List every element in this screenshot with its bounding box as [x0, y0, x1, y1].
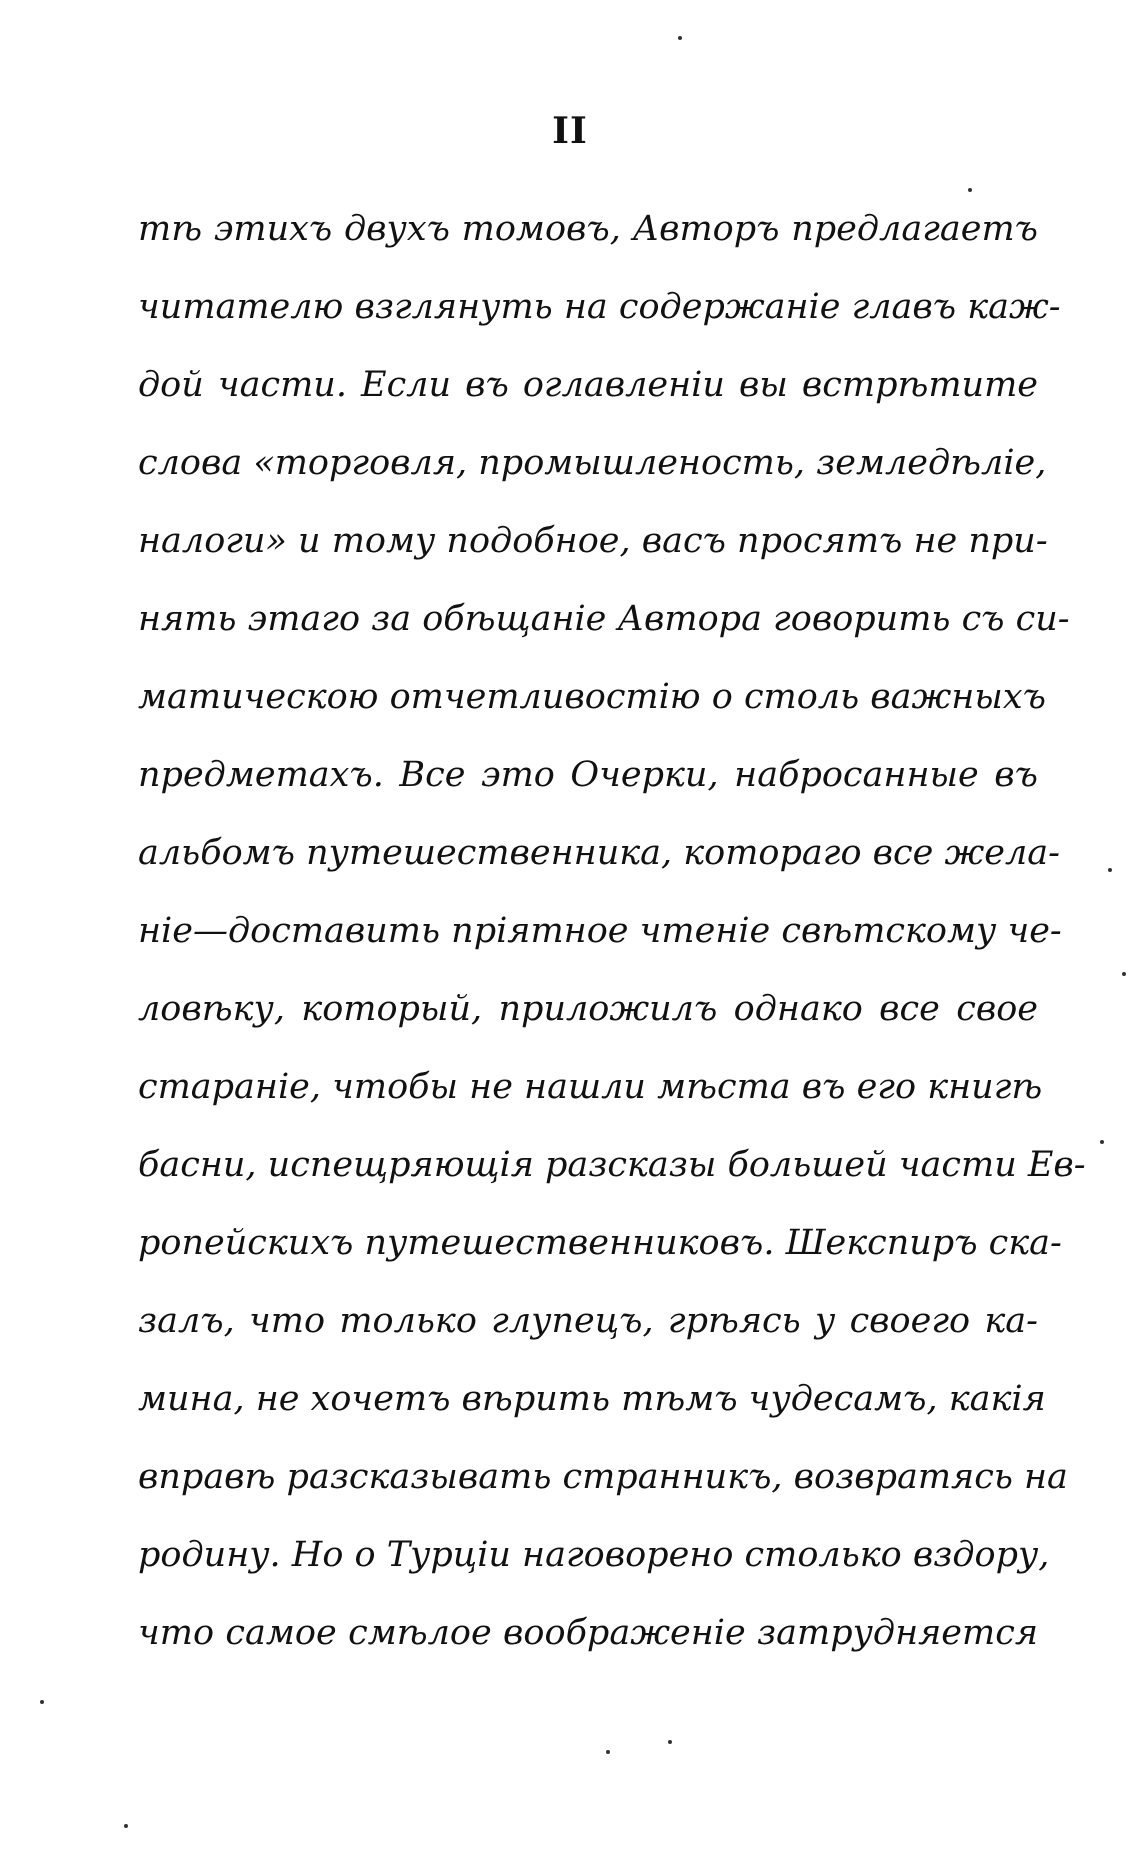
scan-speck: [968, 188, 972, 192]
text-line: родину. Но о Турціи наговорено столько вздору,: [138, 1535, 1050, 1575]
text-line: ловѣку, который, приложилъ однако все свое: [138, 989, 1038, 1029]
page-number: II: [552, 110, 588, 152]
scan-speck: [1100, 1140, 1104, 1144]
text-line: читателю взглянуть на содержаніе главъ каж-: [138, 287, 1061, 327]
scan-speck: [1122, 972, 1126, 976]
text-line: тѣ этихъ двухъ томовъ, Авторъ предлагаетъ: [138, 209, 1038, 249]
text-line: альбомъ путешественника, котораго все жела-: [138, 833, 1060, 873]
text-line: нять этаго за обѣщаніе Автора говорить съ си-: [138, 599, 1070, 639]
text-line: вправѣ разсказывать странникъ, возвратясь на: [138, 1457, 1068, 1497]
text-line: басни, испещряющія разсказы большей части Ев-: [138, 1145, 1086, 1185]
text-line: залъ, что только глупецъ, грѣясь у своего ка-: [138, 1301, 1038, 1341]
text-line: налоги» и тому подобное, васъ просятъ не при-: [138, 521, 1048, 561]
text-line: мина, не хочетъ вѣрить тѣмъ чудесамъ, какія: [138, 1379, 1046, 1419]
scan-speck: [678, 36, 682, 40]
scan-speck: [40, 1700, 44, 1704]
text-line: дой части. Если въ оглавленіи вы встрѣтите: [138, 365, 1038, 405]
text-line: ропейскихъ путешественниковъ. Шекспиръ ска-: [138, 1223, 1062, 1263]
text-line: стараніе, чтобы не нашли мѣста въ его книгѣ: [138, 1067, 1043, 1107]
scan-speck: [668, 1740, 672, 1744]
scan-speck: [124, 1824, 128, 1828]
body-text: [138, 190, 1086, 1672]
scan-speck: [1108, 868, 1112, 872]
text-line: матическою отчетливостію о столь важныхъ: [138, 677, 1046, 717]
text-line: предметахъ. Все это Очерки, набросанные въ: [138, 755, 1038, 795]
scan-speck: [606, 1750, 610, 1754]
text-line: что самое смѣлое воображеніе затрудняется: [138, 1613, 1038, 1653]
text-line: ніе—доставить пріятное чтеніе свѣтскому че-: [138, 911, 1062, 951]
text-line: слова «торговля, промышленость, земледѣліе,: [138, 443, 1047, 483]
